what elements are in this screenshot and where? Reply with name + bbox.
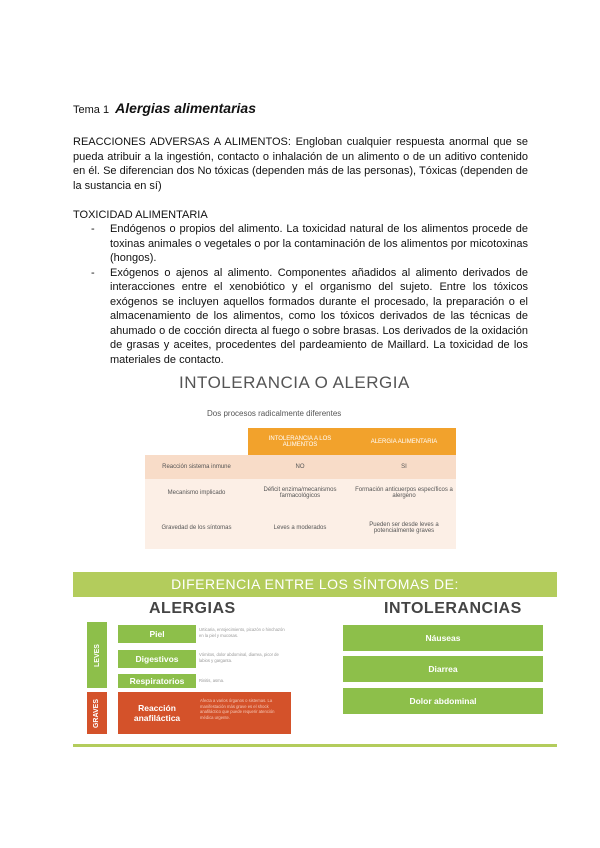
- table-cell: Mecanismo implicado: [145, 479, 248, 507]
- list-item: - Exógenos o ajenos al alimento. Componentes añadidos al alimento derivados de interacciones entre el xenobiótico y el organismo del sujeto. Entre los tóxicos exógenos se incluyen aquellos formados durante el procesado, la preparación o el almacenamiento de los alimentos, como los tóxicos derivados de las técnicas de ahumado o de cocción directa al fuego o sobre brasas. Los derivados de la oxidación de grasas y aceites, procedentes del pardeamiento de Maillard. La toxicidad de los materiales de contacto.: [91, 266, 528, 366]
- slide-bottom-bar: [73, 744, 557, 747]
- table-cell: Gravedad de los síntomas: [145, 507, 248, 549]
- toxicity-heading: TOXICIDAD ALIMENTARIA: [73, 209, 208, 221]
- document-title: [73, 100, 256, 116]
- table-header-empty: [145, 428, 248, 455]
- table-header: INTOLERANCIA A LOS ALIMENTOS: [248, 428, 352, 455]
- intolerance-symptom-nausea: Náuseas: [343, 625, 543, 651]
- table-cell: NO: [248, 455, 352, 479]
- severe-label: GRAVES: [93, 698, 101, 728]
- table-row: [145, 479, 456, 507]
- table-header: ALERGIA ALIMENTARIA: [352, 428, 456, 455]
- severe-symptom-box: [118, 692, 291, 734]
- list-item: - Endógenos o propios del alimento. La toxicidad natural de los alimentos procede de toxinas animales o vegetales o por la contaminación de los alimentos por micotoxinas (hongos).: [91, 223, 528, 264]
- allergy-symptom-desc: Vómitos, dolor abdominal, diarrea, picor de labios y garganta.: [199, 652, 279, 663]
- title-main: Alergias alimentarias: [115, 100, 256, 116]
- allergy-symptom-respiratory: Respiratorios: [118, 674, 196, 688]
- intolerance-vs-allergy-slide: [145, 368, 457, 558]
- slide-title: INTOLERANCIA O ALERGIA: [179, 373, 410, 392]
- intolerances-heading: INTOLERANCIAS: [384, 600, 522, 617]
- table-cell: SI: [352, 455, 456, 479]
- intro-paragraph: REACCIONES ADVERSAS A ALIMENTOS: Engloban cualquier respuesta anormal que se pueda atribuir a la ingestión, contacto o inhalación de un alimento o de un aditivo contenido en él. Se diferencian dos No tóxicas (dependen más de las personas), Tóxicas (dependen de la sustancia en sí): [73, 136, 528, 192]
- table-row: [145, 507, 456, 549]
- comparison-table: [145, 428, 456, 549]
- table-row: [145, 455, 456, 479]
- table-cell: Leves a moderados: [248, 507, 352, 549]
- toxicity-list: [73, 222, 528, 367]
- table-cell: Déficit enzima/mecanismos farmacológicos: [248, 479, 352, 507]
- severe-symptom-desc: Afecta a varios órganos o sistemas. La manifestación más grave es el shock anafiláctico que puede requerir atención médica urgente.: [200, 698, 275, 720]
- allergy-symptom-desc: Rinitis, asma.: [199, 678, 225, 683]
- slide-subtitle: Dos procesos radicalmente diferentes: [207, 409, 342, 418]
- list-item-text: Endógenos o propios del alimento. La toxicidad natural de los alimentos procede de toxinas animales o vegetales o por la contaminación de los alimentos por micotoxinas (hongos).: [110, 223, 528, 264]
- table-cell: Reacción sistema inmune: [145, 455, 248, 479]
- intolerance-symptom-diarrhea: Diarrea: [343, 656, 543, 682]
- severe-symptom-name: Reacción anafiláctica: [133, 703, 181, 723]
- allergy-symptom-digestive: Digestivos: [118, 650, 196, 668]
- list-item-text: Exógenos o ajenos al alimento. Componentes añadidos al alimento derivados de interacciones entre el xenobiótico y el organismo del sujeto. Entre los tóxicos exógenos se incluyen aquellos formados durante el procesado, la preparación o el almacenamiento de los alimentos, como los tóxicos derivados de las técnicas de ahumado o de cocción directa al fuego o sobre brasas. Los derivados de la oxidación de grasas y aceites, procedentes del pardeamiento de Maillard. La toxicidad de los materiales de contacto.: [110, 266, 528, 366]
- table-header-row: [145, 428, 456, 455]
- symptoms-difference-slide: [73, 572, 557, 748]
- allergy-symptom-desc: Urticaria, enrojecimiento, picazón o hinchazón en la piel y mucosas.: [199, 627, 285, 638]
- allergies-heading: ALERGIAS: [149, 600, 236, 617]
- table-cell: Pueden ser desde leves a potencialmente graves: [352, 507, 456, 549]
- severe-label-box: [87, 692, 107, 734]
- title-prefix: Tema 1: [73, 104, 110, 116]
- table-cell: Formación anticuerpos específicos a alergeno: [352, 479, 456, 507]
- intolerance-symptom-abdominal-pain: Dolor abdominal: [343, 688, 543, 714]
- allergy-symptom-skin: Piel: [118, 625, 196, 643]
- mild-label: LEVES: [93, 643, 101, 667]
- slide-banner: DIFERENCIA ENTRE LOS SÍNTOMAS DE:: [73, 572, 557, 597]
- mild-label-box: [87, 622, 107, 688]
